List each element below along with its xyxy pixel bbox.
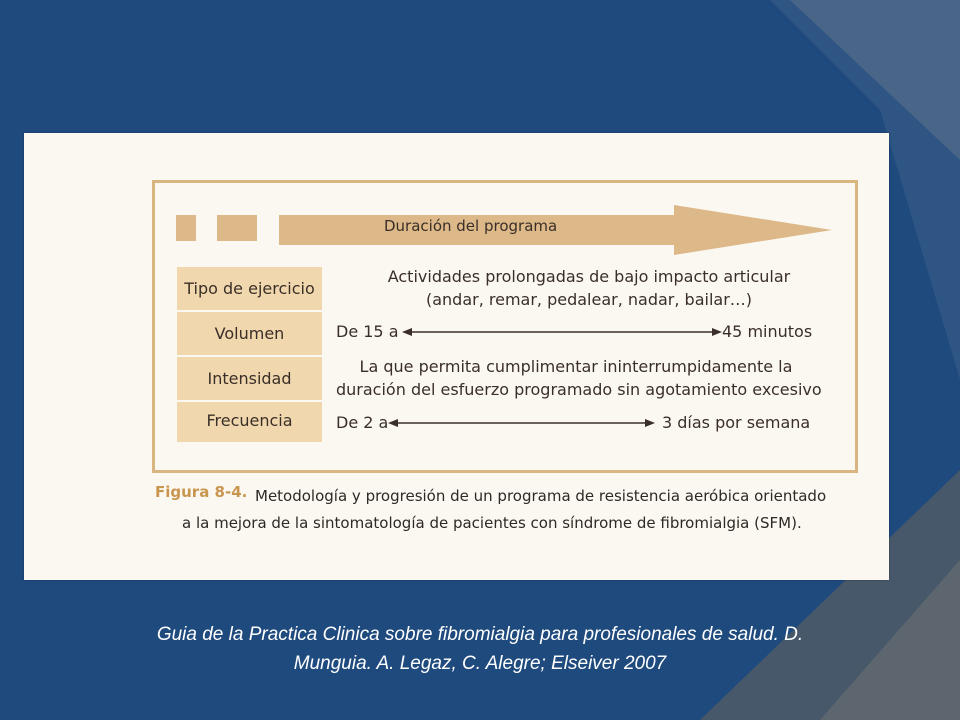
frecuencia-range-arrow xyxy=(388,419,655,427)
caption-line-2: a la mejora de la sintomatología de pacientes con síndrome de fibromialgia (SFM). xyxy=(182,514,802,532)
row-label-volumen: Volumen xyxy=(214,324,285,343)
volumen-to: 45 minutos xyxy=(722,322,813,341)
arrow-label: Duración del programa xyxy=(384,217,558,235)
frecuencia-to: 3 días por semana xyxy=(662,413,811,432)
tipo-description-line1: Actividades prolongadas de bajo impacto articular xyxy=(387,267,791,286)
volumen-range-arrow xyxy=(402,328,722,336)
tipo-description-line2: (andar, remar, pedalear, nadar, bailar…) xyxy=(425,290,753,309)
row-label-frecuencia: Frecuencia xyxy=(206,411,293,430)
intensidad-description-line1: La que permita cumplimentar ininterrumpidamente la xyxy=(359,357,793,376)
frecuencia-from: De 2 a xyxy=(336,413,389,432)
caption-line-1: Metodología y progresión de un programa de resistencia aeróbica orientado xyxy=(255,487,827,505)
figure-number: Figura 8-4. xyxy=(155,483,248,501)
scanned-figure xyxy=(24,133,889,580)
arrow-dash-small xyxy=(176,215,196,241)
volumen-from: De 15 a xyxy=(336,322,399,341)
row-labels-column xyxy=(177,267,322,442)
row-label-intensidad: Intensidad xyxy=(207,369,292,388)
citation-line-1: Guia de la Practica Clinica sobre fibromialgia para profesionales de salud. D. xyxy=(156,624,804,645)
arrow-dash-medium xyxy=(217,215,257,241)
source-citation xyxy=(30,620,930,678)
intensidad-description-line2: duración del esfuerzo programado sin agotamiento excesivo xyxy=(336,380,822,399)
row-label-tipo: Tipo de ejercicio xyxy=(184,279,315,298)
citation-line-2: Munguia. A. Legaz, C. Alegre; Elseiver 2007 xyxy=(293,653,667,674)
